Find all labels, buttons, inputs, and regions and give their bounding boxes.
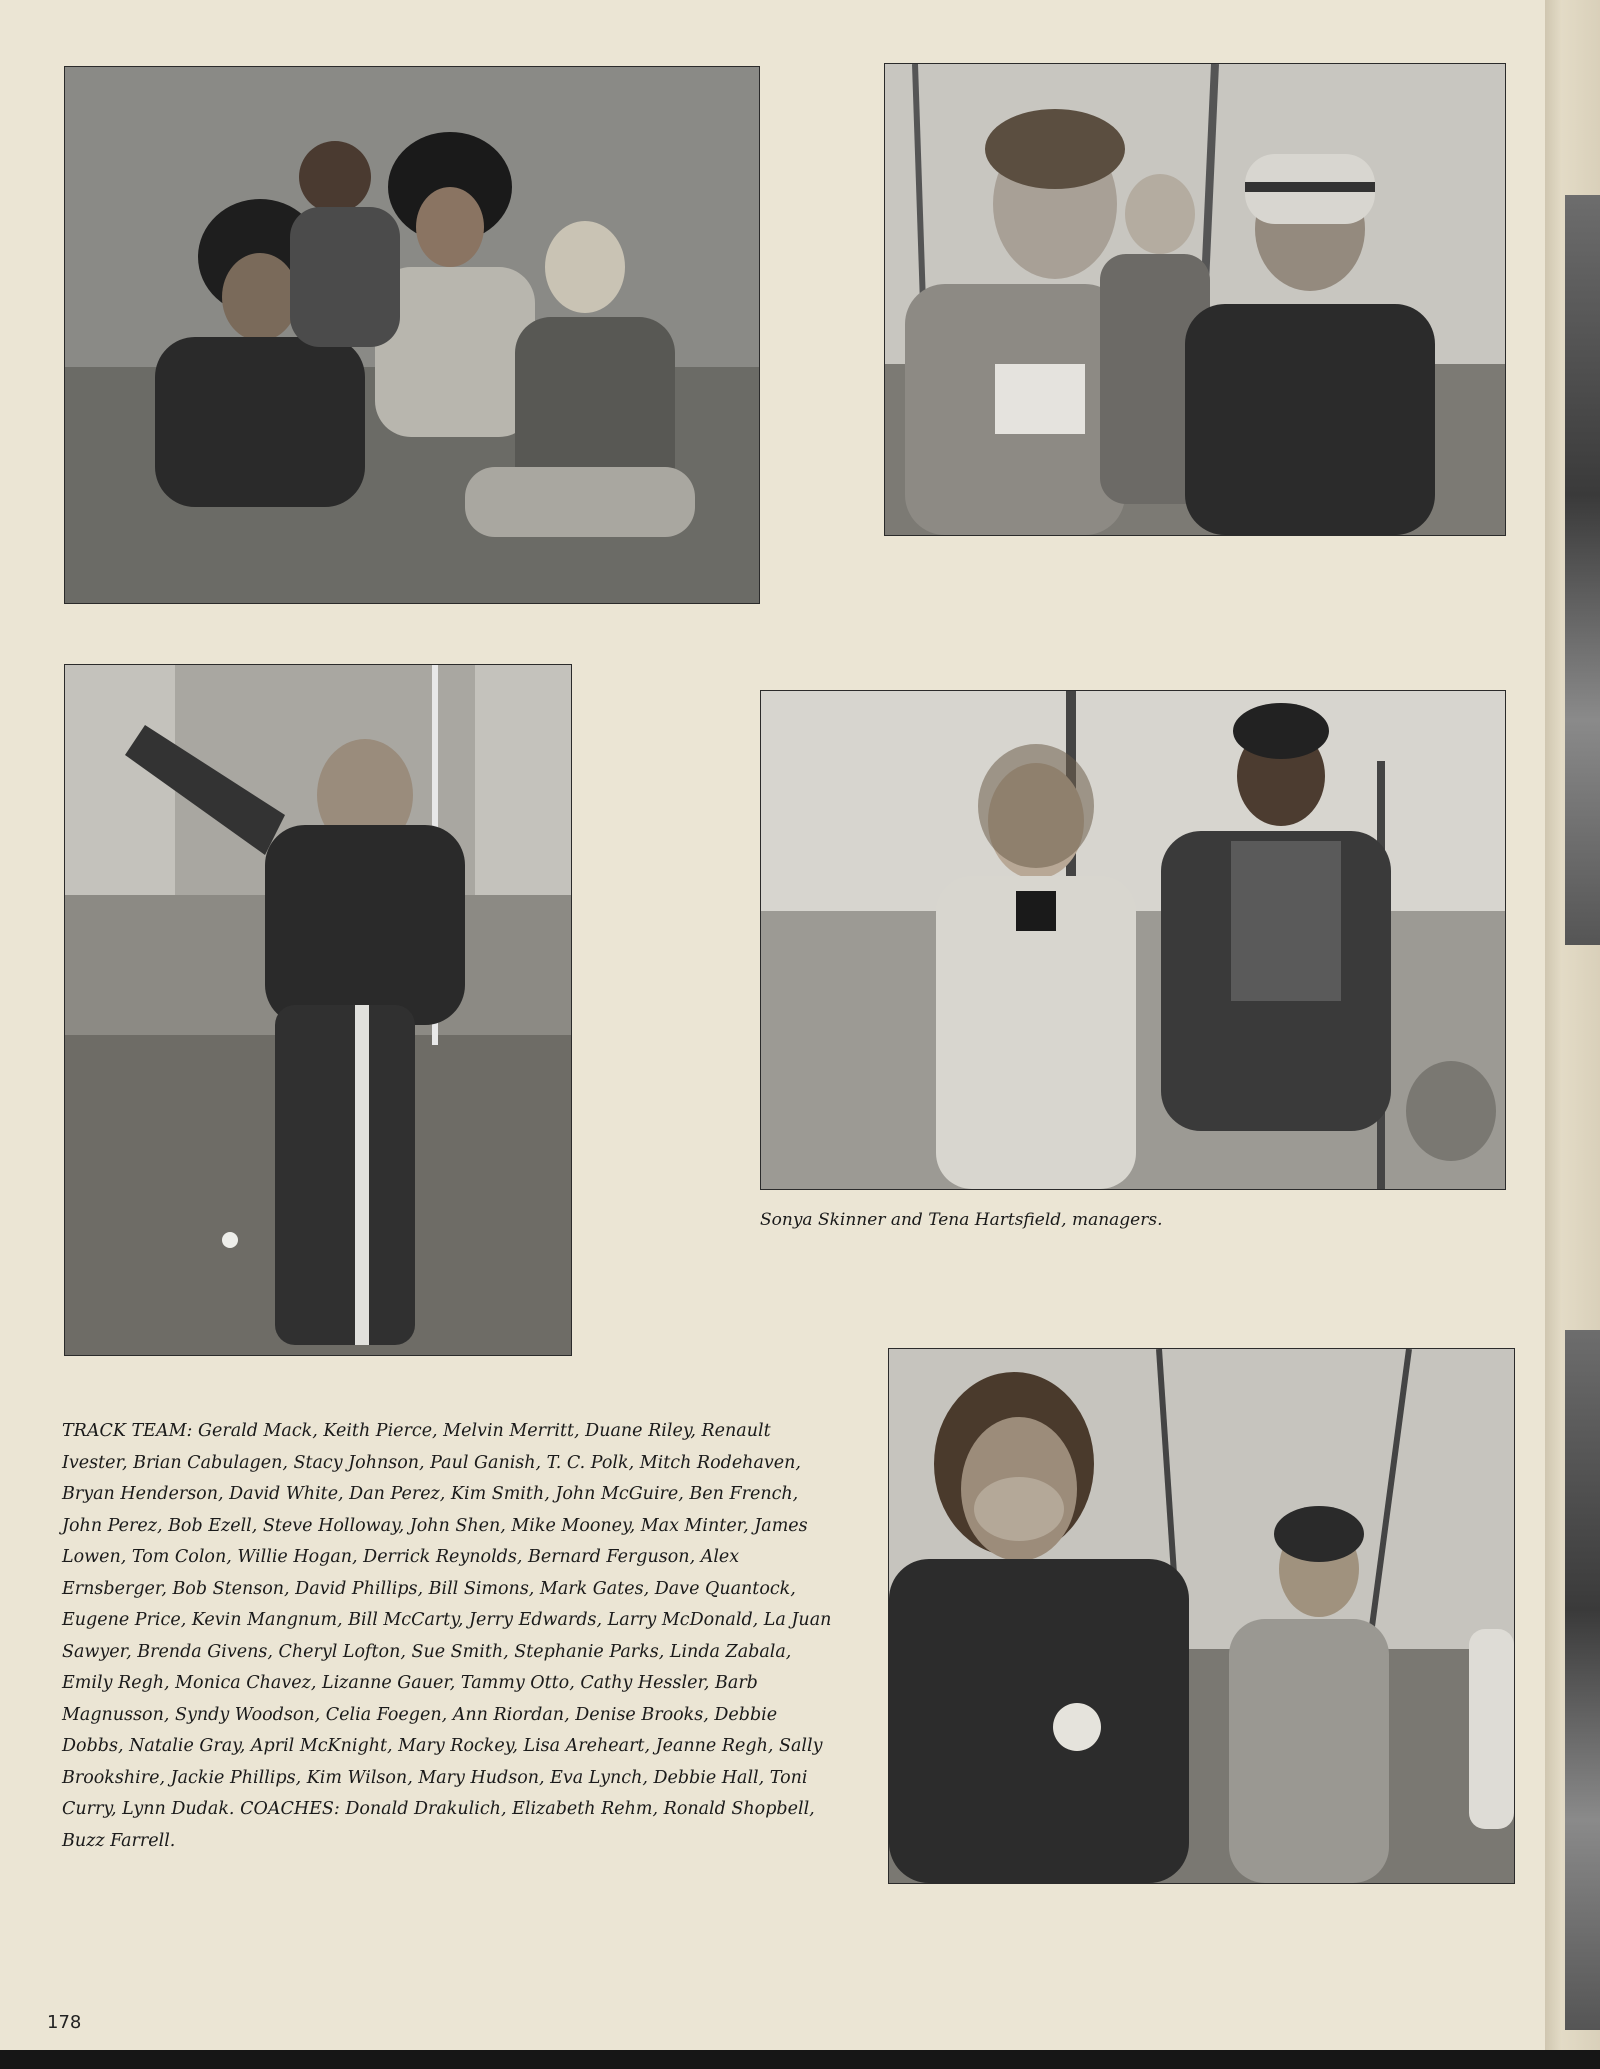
photo-shot-putter bbox=[64, 664, 572, 1356]
photo-coach-and-athlete bbox=[884, 63, 1506, 536]
team-roster bbox=[62, 1416, 832, 1857]
photo-athletes-field bbox=[888, 1348, 1515, 1884]
photo-managers bbox=[760, 690, 1506, 1190]
roster-label: TRACK TEAM: bbox=[62, 1421, 193, 1441]
roster-names: Gerald Mack, Keith Pierce, Melvin Merritt, Duane Riley, Renault Ivester, Brian Cabulagen, Stacy Johnson, Paul Ganish, T. C. Polk, Mitch Rodehaven, Bryan Henderson, David White, Dan Perez, Kim Smith, John McGuire, Ben French, John Perez, Bob Ezell, Steve Holloway, John Shen, Mike Mooney, Max Minter, James Lowen, Tom Colon, Willie Hogan, Derrick Reynolds, Bernard Ferguson, Alex Ernsberger, Bob Stenson, David Phillips, Bill Simons, Mark Gates, Dave Quantock, Eugene Price, Kevin Mangnum, Bill McCarty, Jerry Edwards, Larry McDonald, La Juan Sawyer, Brenda Givens, Cheryl Lofton, Sue Smith, Stephanie Parks, Linda Zabala, Emily Regh, Monica Chavez, Lizanne Gauer, Tammy Otto, Cathy Hessler, Barb Magnusson, Syndy Woodson, Celia Foegen, Ann Riordan, Denise Brooks, Debbie Dobbs, Natalie Gray, April McKnight, Mary Rockey, Lisa Areheart, Jeanne Regh, Sally Brookshire, Jackie Phillips, Kim Wilson, Mary Hudson, Eva Lynch, Debbie Hall, Toni Curry, Lynn Dudak. bbox=[62, 1421, 832, 1819]
facing-page-edge bbox=[1545, 0, 1600, 2069]
scan-bottom-edge bbox=[0, 2050, 1600, 2069]
facing-photo-strip-lower bbox=[1565, 1330, 1600, 2030]
photo-athletes-sitting bbox=[64, 66, 760, 604]
coaches-label: COACHES: bbox=[240, 1799, 340, 1819]
page-number: 178 bbox=[47, 2012, 82, 2033]
facing-photo-strip bbox=[1565, 195, 1600, 945]
coaches-names: Donald Drakulich, Elizabeth Rehm, Ronald Shopbell, Buzz Farrell. bbox=[62, 1799, 815, 1851]
photo-caption: Sonya Skinner and Tena Hartsfield, managers. bbox=[760, 1210, 1163, 1230]
